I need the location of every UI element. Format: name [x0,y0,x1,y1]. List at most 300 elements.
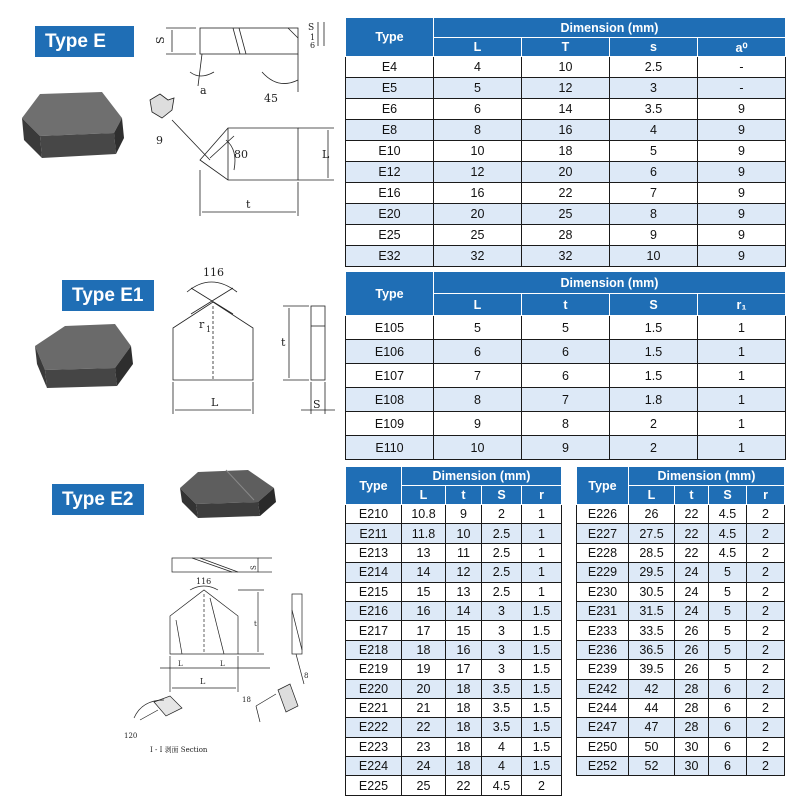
dim-fraction-var: S [308,23,315,33]
dim-r-sub: 1 [206,325,212,334]
cell-value: 6 [434,99,522,120]
table-row [577,563,785,582]
col-header: r [747,486,785,505]
cell-value: 1.5 [522,601,562,620]
dim-s-label: S [154,36,167,44]
cell-type: E220 [346,679,402,698]
table-row [346,364,786,388]
cell-value: 4 [482,757,522,776]
cell-value: 5 [709,640,747,659]
dim-l-label: L [322,148,330,161]
table-row [346,316,786,340]
cell-value: - [698,57,786,78]
cell-value: 9 [446,505,482,524]
cell-value: 2 [747,679,785,698]
cell-value: 2 [747,543,785,562]
cell-type: E217 [346,621,402,640]
cell-value: 22 [675,524,709,543]
cell-value: 22 [675,543,709,562]
cell-value: 5 [709,601,747,620]
cell-value: 3 [482,660,522,679]
cell-value: 16 [446,640,482,659]
cell-type: E218 [346,640,402,659]
cell-value: 20 [434,204,522,225]
cell-value: 32 [434,246,522,267]
cell-value: 1.5 [522,679,562,698]
cell-value: 39.5 [629,660,675,679]
cell-type: E239 [577,660,629,679]
cell-value: 9 [698,141,786,162]
cell-type: E227 [577,524,629,543]
cell-value: 26 [629,505,675,524]
cell-value: 2.5 [482,563,522,582]
cell-type: E219 [346,660,402,679]
cell-value: 30 [675,757,709,776]
dim-t-label: t [254,620,257,628]
cell-value: 1 [698,412,786,436]
cell-value: 21 [402,698,446,717]
cell-value: 28 [675,718,709,737]
cell-value: 4 [482,737,522,756]
col-header: r [522,486,562,505]
cell-value: 1.5 [610,340,698,364]
cell-value: 28 [675,679,709,698]
cell-type: E107 [346,364,434,388]
dim-8-label: 8 [304,672,309,680]
cell-type: E25 [346,225,434,246]
dim-fraction-den: 6 [310,41,316,50]
cell-value: 42 [629,679,675,698]
col-header: L [402,486,446,505]
cell-value: 15 [402,582,446,601]
cell-value: 18 [446,718,482,737]
cell-value: 1 [698,388,786,412]
cell-type: E32 [346,246,434,267]
cell-type: E252 [577,757,629,776]
table-row [577,757,785,776]
table-row [346,679,562,698]
cell-value: 1 [522,524,562,543]
table-row [346,183,786,204]
cell-type: E226 [577,505,629,524]
cell-value: 1.5 [522,640,562,659]
dim-l3-label: L [200,677,206,686]
table-row [346,225,786,246]
dim-s-label: S [250,565,258,570]
cell-value: 5 [522,316,610,340]
cell-value: 10 [522,57,610,78]
cell-value: 2 [747,601,785,620]
table-row [346,120,786,141]
header-type: Type [346,18,434,57]
cell-type: E110 [346,436,434,460]
col-header: L [434,38,522,57]
cell-value: 3 [482,640,522,659]
cell-type: E247 [577,718,629,737]
cell-value: 15 [446,621,482,640]
table-row [346,340,786,364]
table-type-e2-right [576,466,785,776]
table-row [577,601,785,620]
cell-type: E108 [346,388,434,412]
cell-value: 9 [698,204,786,225]
cell-value: 30 [675,737,709,756]
cell-type: E210 [346,505,402,524]
cell-value: 2 [747,660,785,679]
drawing-type-e [138,10,338,225]
cell-type: E5 [346,78,434,99]
table-row [577,582,785,601]
cell-value: 2.5 [482,524,522,543]
cell-value: 13 [402,543,446,562]
table-row [346,246,786,267]
cell-value: 26 [675,660,709,679]
cell-value: 1 [698,364,786,388]
cell-value: 2 [747,698,785,717]
cell-value: 3 [610,78,698,99]
cell-value: 22 [675,505,709,524]
cell-value: 17 [402,621,446,640]
cell-value: 6 [522,340,610,364]
col-header: L [434,294,522,316]
cell-value: 18 [446,679,482,698]
table-row [577,698,785,717]
table-row [346,698,562,717]
cell-value: 3.5 [482,718,522,737]
col-header: S [482,486,522,505]
table-row [346,204,786,225]
table-row [577,543,785,562]
section-label-type-e2: Type E2 [52,484,144,515]
cell-value: 27.5 [629,524,675,543]
cell-value: 18 [446,737,482,756]
cell-value: 9 [698,183,786,204]
dim-116-label: 116 [196,577,212,586]
cell-value: 32 [522,246,610,267]
cell-value: 9 [610,225,698,246]
cell-value: 20 [402,679,446,698]
cell-value: 25 [402,776,446,795]
dim-l2-label: L [220,660,225,668]
cell-type: E231 [577,601,629,620]
cell-type: E10 [346,141,434,162]
table-row [577,505,785,524]
cell-type: E242 [577,679,629,698]
table-row [346,141,786,162]
cell-type: E230 [577,582,629,601]
cell-value: 13 [446,582,482,601]
cell-value: 50 [629,737,675,756]
table-row [346,162,786,183]
table-row [346,582,562,601]
table-row [346,601,562,620]
col-header: a⁰ [698,38,786,57]
header-type: Type [346,272,434,316]
cell-value: 25 [522,204,610,225]
cell-value: 10 [610,246,698,267]
cell-value: 2 [747,524,785,543]
cell-value: 26 [675,621,709,640]
cell-value: 24 [402,757,446,776]
cell-value: 24 [675,582,709,601]
cell-value: 28.5 [629,543,675,562]
header-dimension: Dimension (mm) [629,467,785,486]
cell-value: 2 [747,737,785,756]
cell-value: 18 [446,698,482,717]
cell-value: 2 [610,412,698,436]
table-type-e2-left [345,466,562,796]
table-row [346,57,786,78]
dim-9-label: 9 [156,134,163,147]
cell-value: 2.5 [482,543,522,562]
cell-type: E233 [577,621,629,640]
table-row [577,621,785,640]
cell-value: 2 [747,757,785,776]
cell-type: E222 [346,718,402,737]
dim-120-label: 120 [124,732,138,740]
cell-value: 8 [434,120,522,141]
table-row [577,737,785,756]
cell-value: 6 [522,364,610,388]
cell-value: 11 [446,543,482,562]
cell-type: E105 [346,316,434,340]
cell-type: E224 [346,757,402,776]
cell-value: 5 [709,660,747,679]
cell-value: 1 [522,563,562,582]
cell-value: 9 [698,99,786,120]
cell-value: 2 [747,582,785,601]
table-row [577,524,785,543]
cell-value: 4.5 [482,776,522,795]
cell-value: 18 [446,757,482,776]
dim-a-label: a [200,84,207,97]
cell-type: E16 [346,183,434,204]
cell-value: 2.5 [610,57,698,78]
cell-value: 6 [709,698,747,717]
cell-type: E12 [346,162,434,183]
cell-value: 10.8 [402,505,446,524]
table-row [346,621,562,640]
table-row [346,78,786,99]
cell-value: 8 [522,412,610,436]
cell-value: 18 [522,141,610,162]
cell-value: 36.5 [629,640,675,659]
table-row [346,412,786,436]
dim-t-label: t [281,336,286,349]
cell-value: 2 [747,640,785,659]
dim-116-label: 116 [203,266,224,279]
cell-value: 22 [446,776,482,795]
cell-value: 1.5 [610,364,698,388]
cell-type: E250 [577,737,629,756]
col-header: t [675,486,709,505]
table-row [346,505,562,524]
cell-value: 10 [446,524,482,543]
dim-t-label: t [246,198,251,211]
table-row [346,737,562,756]
cell-value: 7 [610,183,698,204]
cell-value: 2 [747,563,785,582]
dim-l-label: L [211,396,219,409]
cell-value: 23 [402,737,446,756]
table-row [577,679,785,698]
cell-type: E6 [346,99,434,120]
cell-type: E225 [346,776,402,795]
cell-value: 2 [747,505,785,524]
cell-value: 6 [709,679,747,698]
cell-type: E213 [346,543,402,562]
cell-value: 16 [402,601,446,620]
cell-type: E244 [577,698,629,717]
cell-value: 18 [402,640,446,659]
dim-18-label: 18 [242,696,251,704]
cell-value: 1.5 [522,621,562,640]
cell-type: E4 [346,57,434,78]
drawing-type-e1 [165,262,340,422]
table-row [346,660,562,679]
cell-value: 1.5 [522,698,562,717]
cell-value: 1.5 [522,718,562,737]
table-type-e [345,17,786,267]
cell-value: 16 [522,120,610,141]
cell-value: 14 [522,99,610,120]
cell-value: - [698,78,786,99]
header-dimension: Dimension (mm) [402,467,562,486]
table-row [346,563,562,582]
cell-value: 6 [709,737,747,756]
cell-value: 31.5 [629,601,675,620]
cell-value: 1 [698,316,786,340]
cell-value: 1 [522,543,562,562]
cell-value: 6 [434,340,522,364]
cell-value: 1 [698,436,786,460]
cell-value: 7 [434,364,522,388]
cell-value: 2 [610,436,698,460]
cell-type: E215 [346,582,402,601]
table-row [346,543,562,562]
cell-value: 9 [698,225,786,246]
dim-fraction-num: 1 [310,33,316,42]
cell-value: 3 [482,621,522,640]
cell-value: 4.5 [709,543,747,562]
cell-value: 24 [675,563,709,582]
col-header: L [629,486,675,505]
cell-value: 7 [522,388,610,412]
header-type: Type [577,467,629,505]
cell-value: 24 [675,601,709,620]
cell-value: 29.5 [629,563,675,582]
cell-value: 4 [434,57,522,78]
cell-value: 33.5 [629,621,675,640]
col-header: T [522,38,610,57]
cell-value: 2.5 [482,582,522,601]
dim-r-label: r [199,318,205,331]
cell-value: 14 [446,601,482,620]
col-header: t [522,294,610,316]
insert-e1-render [35,318,135,393]
table-row [346,640,562,659]
cell-value: 6 [709,718,747,737]
cell-type: E221 [346,698,402,717]
cell-value: 9 [698,246,786,267]
cell-value: 28 [522,225,610,246]
cell-value: 1 [522,582,562,601]
cell-value: 5 [610,141,698,162]
cell-type: E216 [346,601,402,620]
cell-value: 10 [434,436,522,460]
cell-type: E236 [577,640,629,659]
cell-value: 22 [402,718,446,737]
cell-value: 26 [675,640,709,659]
cell-value: 5 [434,78,522,99]
cell-value: 4.5 [709,505,747,524]
table-row [346,99,786,120]
cell-value: 2 [522,776,562,795]
cell-value: 30.5 [629,582,675,601]
cell-value: 1.5 [522,737,562,756]
cell-type: E214 [346,563,402,582]
table-type-e1 [345,271,786,460]
cell-type: E223 [346,737,402,756]
dim-l1-label: L [178,660,183,668]
cell-type: E8 [346,120,434,141]
cell-value: 3.5 [610,99,698,120]
section-label-type-e1: Type E1 [62,280,154,311]
section-caption: I - I 剥面 Section [150,746,208,754]
cell-value: 11.8 [402,524,446,543]
table-row [346,776,562,795]
cell-type: E109 [346,412,434,436]
cell-value: 47 [629,718,675,737]
cell-value: 9 [698,162,786,183]
table-row [346,388,786,412]
dim-80-label: 80 [234,148,248,161]
cell-value: 1.5 [522,757,562,776]
col-header: S [610,294,698,316]
cell-value: 6 [709,757,747,776]
table-row [577,640,785,659]
cell-type: E20 [346,204,434,225]
cell-value: 3 [482,601,522,620]
cell-value: 2 [747,718,785,737]
cell-value: 5 [709,621,747,640]
cell-value: 8 [610,204,698,225]
col-header: S [709,486,747,505]
cell-value: 9 [698,120,786,141]
cell-value: 12 [522,78,610,99]
cell-value: 5 [709,563,747,582]
cell-value: 9 [434,412,522,436]
cell-value: 1.8 [610,388,698,412]
col-header: t [446,486,482,505]
table-row [346,757,562,776]
table-row [346,524,562,543]
cell-value: 1 [698,340,786,364]
drawing-type-e2 [120,550,340,760]
cell-value: 1.5 [522,660,562,679]
section-label-type-e: Type E [35,26,134,57]
header-dimension: Dimension (mm) [434,272,786,294]
cell-value: 12 [446,563,482,582]
cell-value: 19 [402,660,446,679]
cell-value: 4 [610,120,698,141]
cell-value: 16 [434,183,522,204]
cell-value: 5 [709,582,747,601]
cell-value: 1 [522,505,562,524]
cell-value: 4.5 [709,524,747,543]
cell-value: 25 [434,225,522,246]
cell-value: 1.5 [610,316,698,340]
